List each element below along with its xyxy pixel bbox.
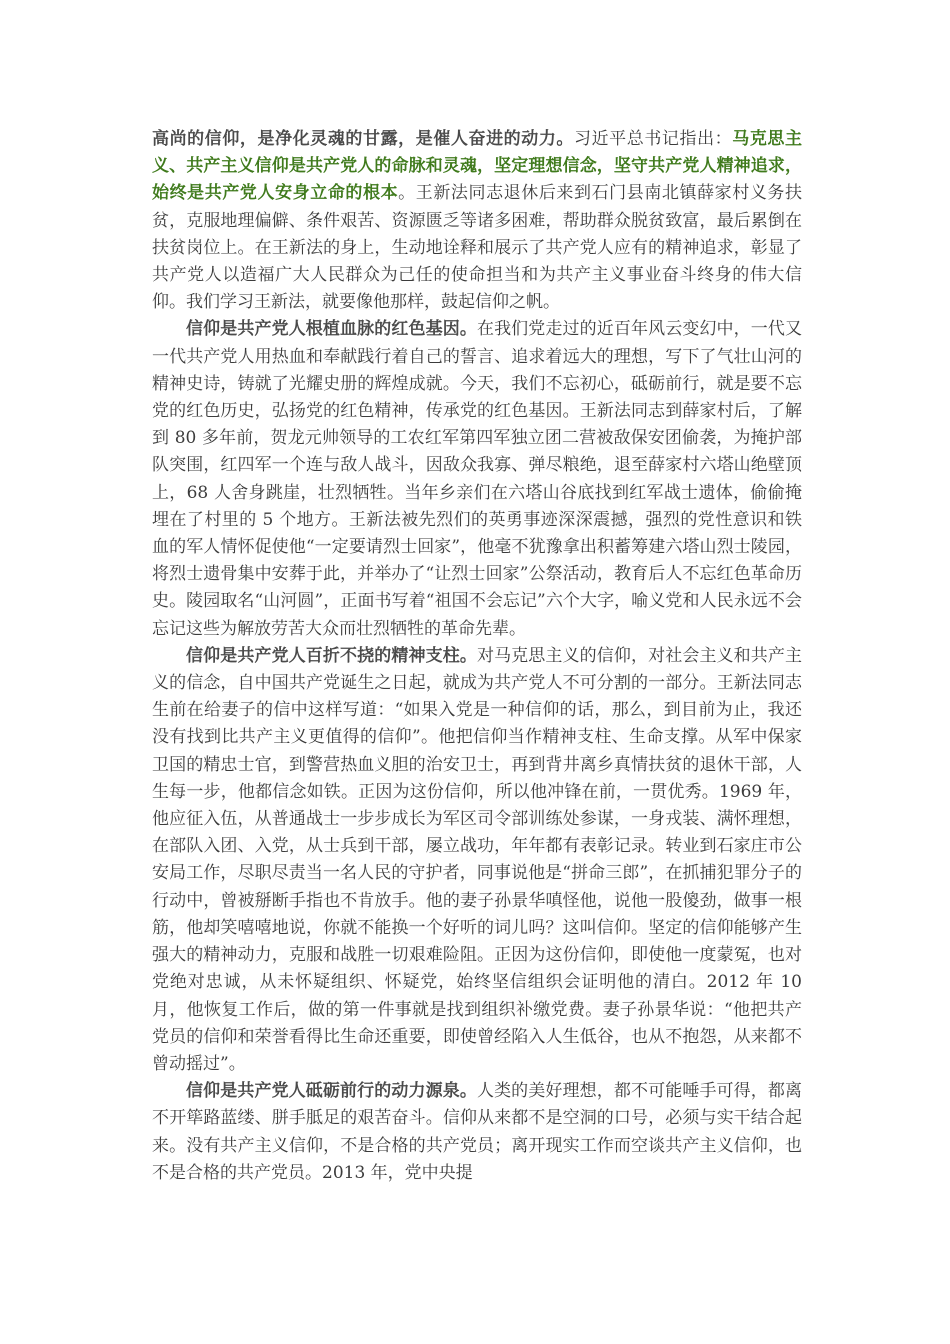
intro-text-a: 习近平总书记指出： [574,129,733,149]
intro-text-b: 。王新法同志退休后来到石门县南北镇薛家村义务扶贫，克服地理偏僻、条件艰苦、资源匮乏等诸多困难，帮助群众脱贫致富，最后累倒在扶贫岗位上。在王新法的身上，生动地诠释和展示了共产党人应有的精神追求，彰显了共产党人以造福广大人民群众为己任的使命担当和为共产主义事业奋斗终身的伟大信仰。我们学习王新法，就要像他那样，鼓起信仰之帆。 [152,183,803,313]
intro-highlight-quote: 马克思主义、共产主义信仰是共产党人的命脉和灵魂，坚定理想信念，坚守共产党人精神追求，始终是共产党人安身立命的根本 [152,129,802,204]
spiritual-pillar-lead: 信仰是共产党人百折不挠的精神支柱。 [186,645,477,666]
paragraph-spiritual-pillar [152,643,802,1078]
paragraph-motive-source [152,1078,802,1187]
paragraph-intro [152,126,802,316]
red-gene-lead: 信仰是共产党人根植血脉的红色基因。 [186,319,477,340]
document-page [152,126,802,1187]
motive-source-text: 人类的美好理想，都不可能唾手可得，都离不开筚路蓝缕、胼手胝足的艰苦奋斗。信仰从来都不是空洞的口号，必须与实干结合起来。没有共产主义信仰，不是合格的共产党员；离开现实工作而空谈共产主义信仰，也不是合格的共产党员。2013 年，党中央提 [152,1081,803,1183]
spiritual-pillar-text: 对马克思主义的信仰，对社会主义和共产主义的信念，自中国共产党诞生之日起，就成为共产党人不可分割的一部分。王新法同志生前在给妻子的信中这样写道：“如果入党是一种信仰的话，那么，到目前为止，我还没有找到比共产主义更值得的信仰”。他把信仰当作精神支柱、生命支撑。从军中保家卫国的精忠士官，到警营热血义胆的治安卫士，再到背井离乡真情扶贫的退休干部，人生每一步，他都信念如铁。正因为这份信仰，所以他冲锋在前，一贯优秀。1969 年，他应征入伍，从普通战士一步步成长为军区司令部训练处参谋，一身戎装、满怀理想，在部队入团、入党，从士兵到干部，屡立战功，年年都有表彰记录。转业到石家庄市公安局工作，尽职尽责当一名人民的守护者，同事说他是“拼命三郎”，在抓捕犯罪分子的行动中，曾被掰断手指也不肯放手。他的妻子孙景华嗔怪他，说他一股傻劲，做事一根筋，他却笑嘻嘻地说，你就不能换一个好听的词儿吗？这叫信仰。坚定的信仰能够产生强大的精神动力，克服和战胜一切艰难险阻。正因为这份信仰，即使他一度蒙冤，也对党绝对忠诚，从未怀疑组织、怀疑党，始终坚信组织会证明他的清白。2012 年 10 月，他恢复工作后，做的第一件事就是找到组织补缴党费。妻子孙景华说：“他把共产党员的信仰和荣誉看得比生命还重要，即使曾经陷入人生低谷，也从不抱怨，从来都不曾动摇过”。 [152,645,803,1074]
red-gene-text: 在我们党走过的近百年风云变幻中，一代又一代共产党人用热血和奉献践行着自己的誓言、追求着远大的理想，写下了气壮山河的精神史诗，铸就了光耀史册的辉煌成就。今天，我们不忘初心，砥砺前行，就是要不忘党的红色历史，弘扬党的红色精神，传承党的红色基因。王新法同志到薛家村后，了解到 80 多年前，贺龙元帅领导的工农红军第四军独立团二营被敌保安团偷袭，为掩护部队突围，红四军一个连与敌人战斗，因敌众我寡、弹尽粮绝，退至薛家村六塔山绝壁顶上，68 人舍身跳崖，壮烈牺牲。当年乡亲们在六塔山谷底找到红军战士遗体，偷偷掩埋在了村里的 5 个地方。王新法被先烈们的英勇事迹深深震撼，强烈的党性意识和铁血的军人情怀促使他“一定要请烈士回家”，他毫不犹豫拿出积蓄筹建六塔山烈士陵园，将烈士遗骨集中安葬于此，并举办了“让烈士回家”公祭活动，教育后人不忘红色革命历史。陵园取名“山河圆”，正面书写着“祖国不会忘记”六个大字，喻义党和人民永远不会忘记这些为解放劳苦大众而壮烈牺牲的革命先辈。 [152,319,803,639]
paragraph-red-gene [152,316,802,642]
intro-lead: 高尚的信仰，是净化灵魂的甘露，是催人奋进的动力。 [152,129,574,149]
motive-source-lead: 信仰是共产党人砥砺前行的动力源泉。 [186,1081,477,1102]
